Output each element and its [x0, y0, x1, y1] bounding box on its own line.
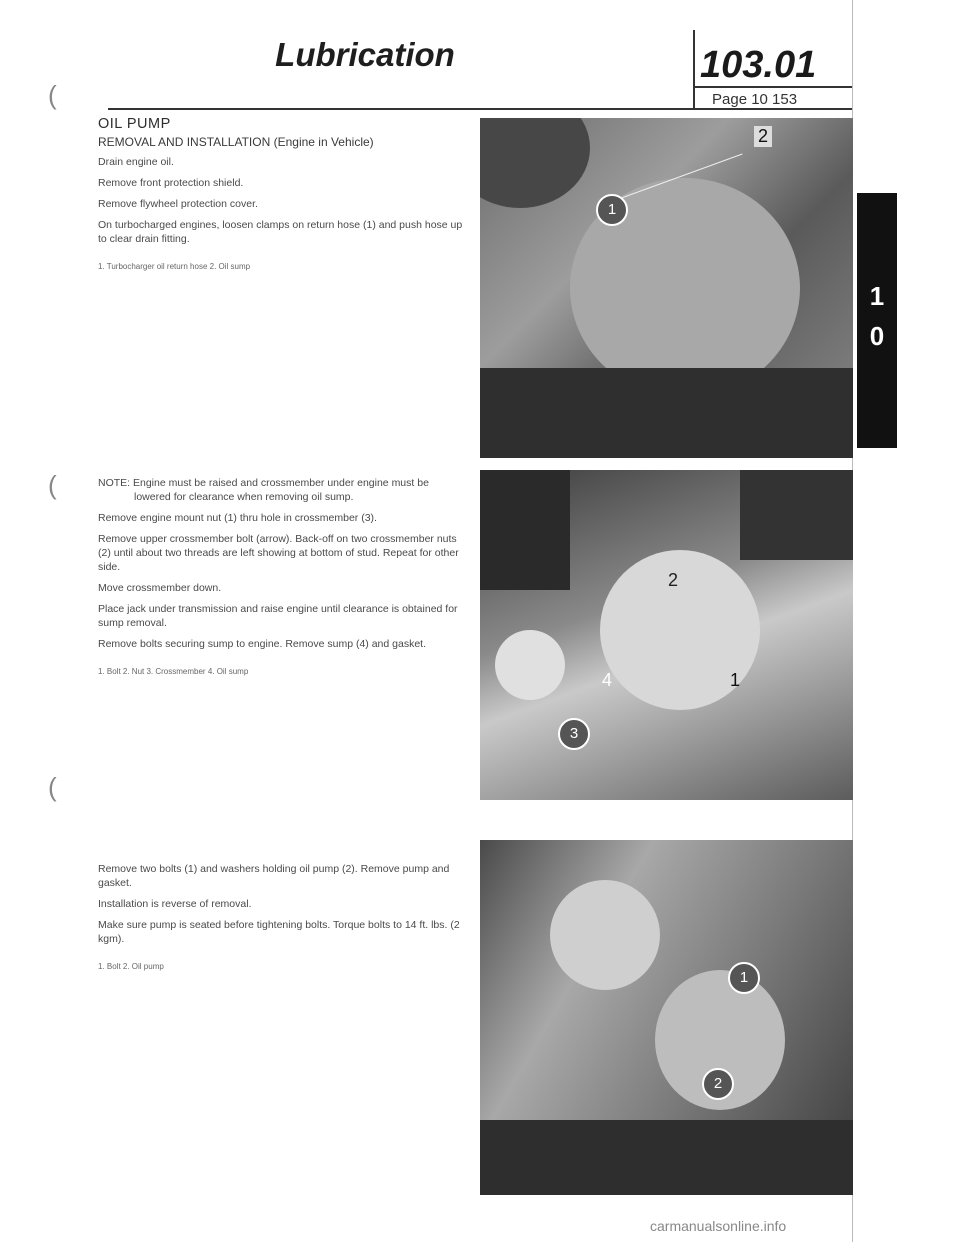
callout-number: 1 [730, 670, 741, 690]
watermark: carmanualsonline.info [650, 1218, 787, 1234]
instruction-step: Place jack under transmission and raise engine until clearance is obtained for sump removal. [98, 603, 458, 629]
note: NOTE: Engine must be raised and crossmember under engine must be lowered for clearance when removing oil sump. [98, 477, 429, 503]
chapter-tab [857, 193, 897, 448]
section-pump-removal [98, 862, 463, 981]
instruction-step: Remove flywheel protection cover. [98, 198, 258, 210]
callout-number: 2 [668, 570, 679, 590]
instruction-step: Drain engine oil. [98, 156, 174, 168]
instruction-step: Remove front protection shield. [98, 177, 244, 189]
page-title: Lubrication [275, 36, 455, 73]
chapter-tab-digit: 0 [869, 321, 885, 351]
section-code: 103.01 [700, 44, 817, 86]
page-reference: Page 10 153 [712, 91, 798, 108]
instruction-step: Make sure pump is seated before tightening bolts. Torque bolts to 14 ft. lbs. (2 kgm). [98, 919, 460, 945]
chapter-tab-digit: 1 [869, 281, 885, 311]
photo-oil-pump [480, 840, 853, 1195]
callout-number: 1 [728, 962, 760, 994]
section-heading: OIL PUMP [98, 116, 171, 132]
code-divider [693, 86, 853, 88]
instruction-step: Move crossmember down. [98, 582, 222, 594]
section-subheading: REMOVAL AND INSTALLATION (Engine in Vehicle) [98, 135, 374, 149]
callout-number: 2 [702, 1068, 734, 1100]
header-rule [108, 108, 853, 110]
photo-crossmember [480, 470, 853, 800]
instruction-step: Remove two bolts (1) and washers holding oil pump (2). Remove pump and gasket. [98, 863, 450, 889]
figure-caption: 1. Bolt 2. Oil pump [98, 962, 164, 971]
callout-number: 1 [596, 194, 628, 226]
instruction-step: On turbocharged engines, loosen clamps on return hose (1) and push hose up to clear drain fitting. [98, 219, 463, 245]
instruction-step: Remove upper crossmember bolt (arrow). Back-off on two crossmember nuts (2) until about two threads are left showing at bottom of stud. Repeat for other side. [98, 533, 459, 573]
callout-number: 2 [754, 126, 772, 147]
section-oil-pump-removal [98, 117, 463, 281]
figure-caption: 1. Bolt 2. Nut 3. Crossmember 4. Oil sump [98, 667, 249, 676]
callout-number: 3 [558, 718, 590, 750]
instruction-step: Remove engine mount nut (1) thru hole in crossmember (3). [98, 512, 377, 524]
binder-hole-mark: ( [48, 772, 57, 802]
instruction-step: Installation is reverse of removal. [98, 898, 252, 910]
figure-caption: 1. Turbocharger oil return hose 2. Oil sump [98, 262, 251, 271]
instruction-step: Remove bolts securing sump to engine. Remove sump (4) and gasket. [98, 638, 426, 650]
binder-hole-mark: ( [48, 470, 57, 500]
callout-number: 4 [602, 670, 613, 690]
section-sump-removal [98, 476, 463, 686]
photo-oil-sump [480, 118, 853, 458]
binder-hole-mark: ( [48, 80, 57, 110]
